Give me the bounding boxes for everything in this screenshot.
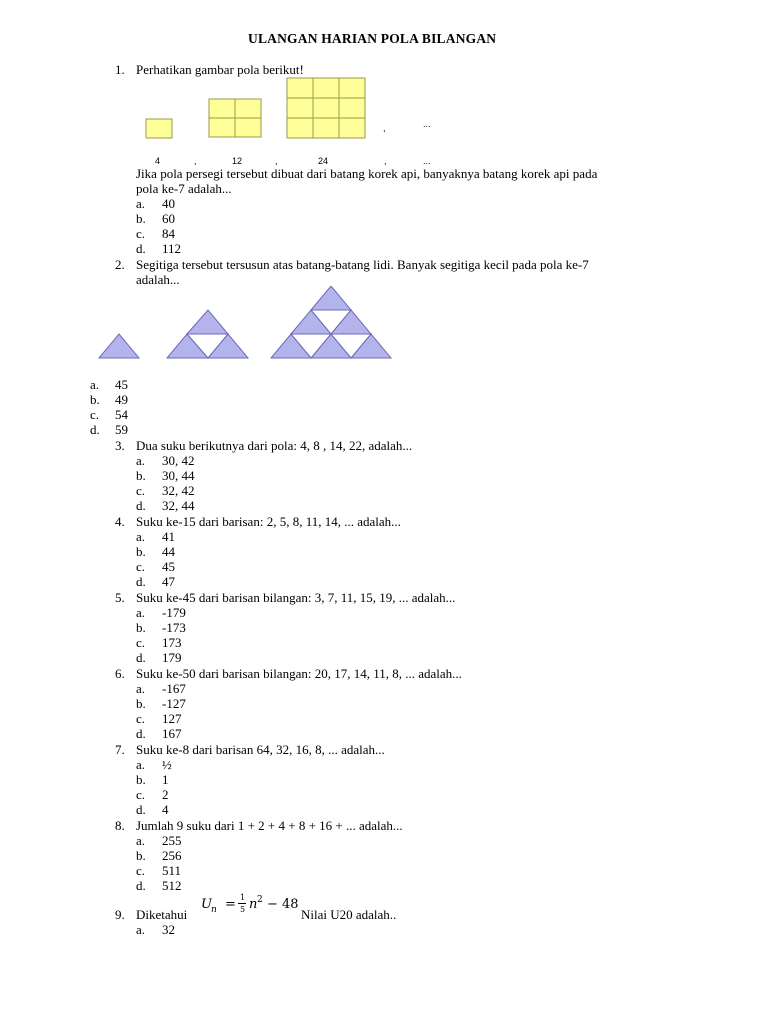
q6-option-value: -127 xyxy=(162,696,186,711)
triangle-pattern-1 xyxy=(99,334,139,358)
q4-text: Suku ke-15 dari barisan: 2, 5, 8, 11, 14, ... adalah... xyxy=(136,514,401,529)
q8-option-value: 511 xyxy=(162,863,182,878)
q1-option-value: 60 xyxy=(162,211,175,226)
q7-number: 7. xyxy=(115,742,125,757)
q2-option-value: 59 xyxy=(115,422,128,437)
q6-option-value: 167 xyxy=(162,726,182,741)
q2-option-label: c. xyxy=(90,407,100,422)
q3-option-value: 30, 42 xyxy=(162,453,195,468)
q8-option-label: d. xyxy=(136,878,146,893)
q6-option-value: -167 xyxy=(162,681,186,696)
q7-option-value: 2 xyxy=(162,787,169,802)
triangle-pattern-2 xyxy=(167,310,248,358)
q5-option-value: 179 xyxy=(162,650,182,665)
formula-variable: n xyxy=(249,897,258,912)
q1-label-4: 4 xyxy=(155,156,161,166)
q5-option-label: d. xyxy=(136,650,146,665)
q1-label-ellipsis: ... xyxy=(423,156,431,166)
q2-option-label: d. xyxy=(90,422,100,437)
q1-label-comma: , xyxy=(275,156,278,166)
q4-option-value: 47 xyxy=(162,574,175,589)
q1-option-value: 112 xyxy=(162,241,182,256)
q1-figure-comma: , xyxy=(383,123,386,133)
square-pattern-2 xyxy=(209,99,261,137)
q1-text-line2: Jika pola persegi tersebut dibuat dari batang korek api, banyaknya batang korek api pada xyxy=(136,166,598,181)
q7-text: Suku ke-8 dari barisan 64, 32, 16, 8, ... adalah... xyxy=(136,742,385,757)
q3-option-label: a. xyxy=(136,453,146,468)
q3-option-value: 32, 44 xyxy=(162,498,195,513)
q2-triangle-pattern-figure xyxy=(95,286,395,362)
q8-number: 8. xyxy=(115,818,125,833)
q2-option-value: 49 xyxy=(115,392,128,407)
q1-text-line3: pola ke-7 adalah... xyxy=(136,181,232,196)
formula-exponent: 2 xyxy=(257,895,263,905)
q1-label-comma: , xyxy=(194,156,197,166)
q9-option-value: 32 xyxy=(162,922,175,937)
q1-text: Perhatikan gambar pola berikut! xyxy=(136,62,304,77)
q5-option-value: -173 xyxy=(162,620,186,635)
q7-option-value: 4 xyxy=(162,802,169,817)
q4-option-label: a. xyxy=(136,529,146,544)
q4-option-label: c. xyxy=(136,559,146,574)
q1-option-label: c. xyxy=(136,226,146,241)
q8-text: Jumlah 9 suku dari 1 + 2 + 4 + 8 + 16 + ... adalah... xyxy=(136,818,403,833)
q7-option-value: ½ xyxy=(162,757,172,772)
q1-number: 1. xyxy=(115,62,125,77)
q3-option-value: 30, 44 xyxy=(162,468,195,483)
q7-option-label: c. xyxy=(136,787,146,802)
q8-option-label: c. xyxy=(136,863,146,878)
q6-option-label: a. xyxy=(136,681,146,696)
q5-number: 5. xyxy=(115,590,125,605)
q5-option-label: a. xyxy=(136,605,146,620)
q3-number: 3. xyxy=(115,438,125,453)
q1-square-pattern-figure xyxy=(140,74,440,164)
formula-denominator: 5 xyxy=(240,905,246,914)
page-title: ULANGAN HARIAN POLA BILANGAN xyxy=(248,31,497,46)
triangle-pattern-3 xyxy=(271,286,391,358)
q5-option-value: 173 xyxy=(162,635,182,650)
q6-option-label: c. xyxy=(136,711,146,726)
q6-option-label: b. xyxy=(136,696,146,711)
q1-option-value: 84 xyxy=(162,226,175,241)
q5-option-value: -179 xyxy=(162,605,186,620)
q9-number: 9. xyxy=(115,907,125,922)
q2-option-value: 54 xyxy=(115,407,128,422)
formula-equals: = xyxy=(225,897,236,912)
formula-U: U xyxy=(201,897,212,912)
q8-option-value: 255 xyxy=(162,833,182,848)
square-pattern-1 xyxy=(146,119,172,138)
q5-option-label: c. xyxy=(136,635,146,650)
q3-option-label: b. xyxy=(136,468,146,483)
q6-text: Suku ke-50 dari barisan bilangan: 20, 17, 14, 11, 8, ... adalah... xyxy=(136,666,462,681)
q1-label-24: 24 xyxy=(318,156,329,166)
q8-option-value: 512 xyxy=(162,878,182,893)
q3-option-value: 32, 42 xyxy=(162,483,195,498)
q2-option-label: b. xyxy=(90,392,100,407)
q4-option-value: 41 xyxy=(162,529,175,544)
q1-option-label: a. xyxy=(136,196,146,211)
q6-option-value: 127 xyxy=(162,711,182,726)
q9-text-after: Nilai U20 adalah.. xyxy=(301,907,397,922)
formula-tail: − 48 xyxy=(267,897,299,912)
q6-number: 6. xyxy=(115,666,125,681)
q4-number: 4. xyxy=(115,514,125,529)
square-pattern-3 xyxy=(287,78,365,138)
q9-text: Diketahui xyxy=(136,907,188,922)
q2-option-label: a. xyxy=(90,377,100,392)
q4-option-value: 45 xyxy=(162,559,175,574)
q1-label-comma: , xyxy=(384,156,387,166)
q7-option-value: 1 xyxy=(162,772,169,787)
q7-option-label: d. xyxy=(136,802,146,817)
q2-option-value: 45 xyxy=(115,377,128,392)
q1-figure-ellipsis: ... xyxy=(423,119,431,129)
formula-subscript: n xyxy=(211,905,217,915)
q2-text-line2: adalah... xyxy=(136,272,180,287)
q3-text: Dua suku berikutnya dari pola: 4, 8 , 14, 22, adalah... xyxy=(136,438,413,453)
q5-option-label: b. xyxy=(136,620,146,635)
q3-option-label: c. xyxy=(136,483,146,498)
q4-option-label: d. xyxy=(136,574,146,589)
q1-option-label: b. xyxy=(136,211,146,226)
q4-option-value: 44 xyxy=(162,544,175,559)
q9-option-label: a. xyxy=(136,922,146,937)
q1-label-12: 12 xyxy=(232,156,243,166)
q7-option-label: b. xyxy=(136,772,146,787)
q3-option-label: d. xyxy=(136,498,146,513)
q8-option-label: b. xyxy=(136,848,146,863)
q1-option-label: d. xyxy=(136,241,146,256)
q8-option-label: a. xyxy=(136,833,146,848)
q2-text: Segitiga tersebut tersusun atas batang-batang lidi. Banyak segitiga kecil pada pola ke-7 xyxy=(136,257,589,272)
q5-text: Suku ke-45 dari barisan bilangan: 3, 7, 11, 15, 19, ... adalah... xyxy=(136,590,456,605)
q8-option-value: 256 xyxy=(162,848,182,863)
formula-numerator: 1 xyxy=(240,893,246,902)
q1-option-value: 40 xyxy=(162,196,175,211)
q6-option-label: d. xyxy=(136,726,146,741)
formula-fraction-bar xyxy=(238,903,246,904)
q2-number: 2. xyxy=(115,257,125,272)
q7-option-label: a. xyxy=(136,757,146,772)
q4-option-label: b. xyxy=(136,544,146,559)
